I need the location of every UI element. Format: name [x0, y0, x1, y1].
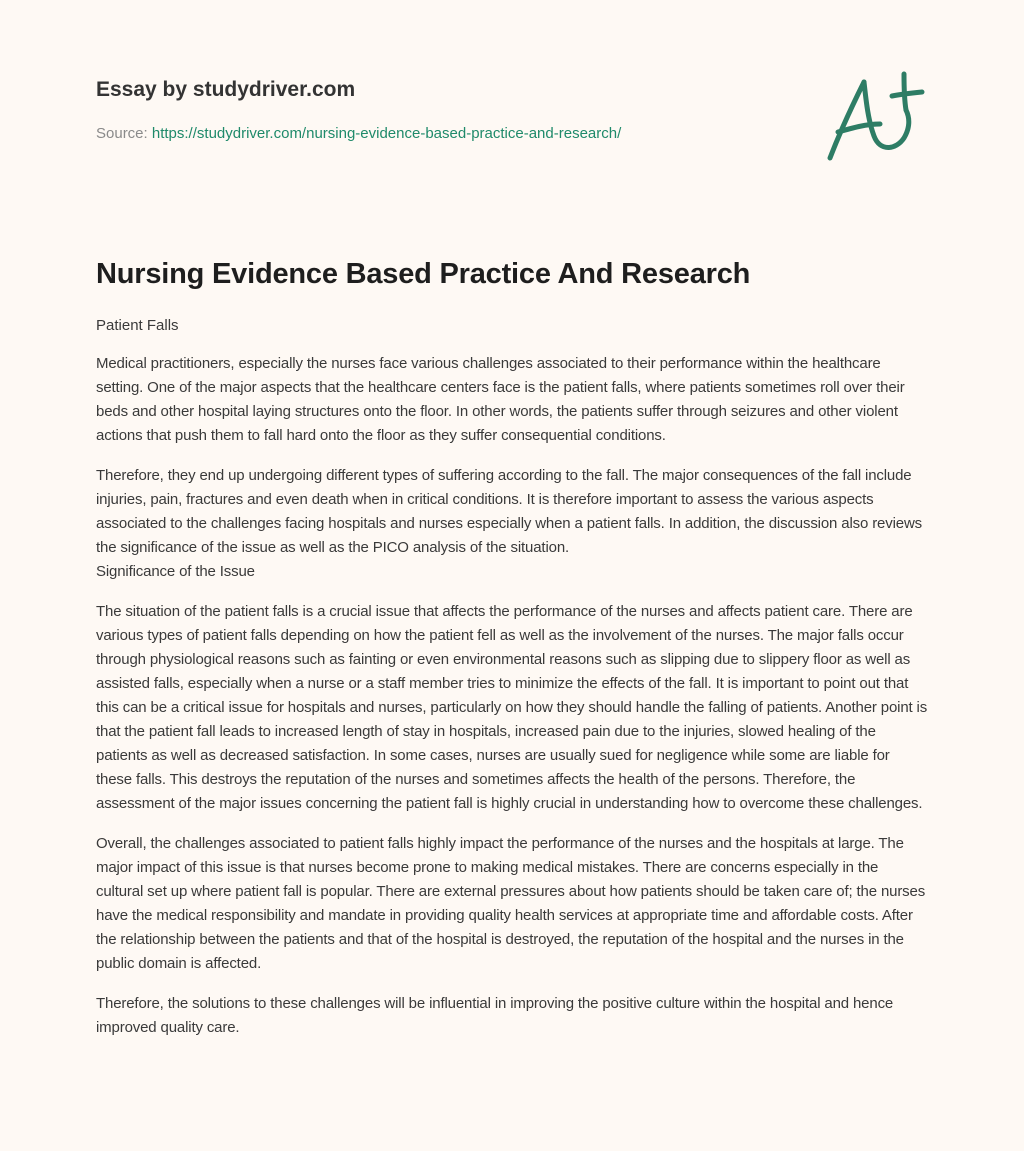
section-heading-significance: Significance of the Issue — [96, 563, 255, 580]
source-link[interactable]: https://studydriver.com/nursing-evidence-based-practice-and-research/ — [151, 125, 622, 142]
source-label: Source: — [96, 125, 148, 142]
paragraph-3: The situation of the patient falls is a crucial issue that affects the performance of the nurses and affects patient care. There are various types of patient falls depending on how the patient fell as well as the involvement of the nurses. The major falls occur through physiological reasons such as fainting or even environmental reasons such as slipping due to slippery floor as well as assisted falls, especially when a nurse or a staff member tries to minimize the effects of the fall. It is important to point out that this can be a critical issue for hospitals and nurses, particularly on how they should handle the falling of patients. Another point is that the patient fall leads to increased length of stay in hospitals, increased pain due to the injuries, slowed healing of the patients as well as decreased satisfaction. In some cases, nurses are usually sued for negligence while some are liable for these falls. This destroys the reputation of the nurses and sometimes affects the health of the persons. Therefore, the assessment of the major issues concerning the patient fall is highly crucial in understanding how to overcome these challenges. — [96, 603, 928, 812]
essay-content — [96, 252, 928, 1040]
source-line — [96, 124, 796, 144]
site-title: Essay by studydriver.com — [96, 78, 356, 101]
paragraph-2-block — [96, 464, 928, 584]
a-plus-grade-icon — [822, 66, 930, 166]
paragraph-1: Medical practitioners, especially the nurses face various challenges associated to their performance within the healthcare setting. One of the major aspects that the healthcare centers face is the patient falls, where patients sometimes roll over their beds and other hospital laying structures onto the floor. In other words, the patients suffer through seizures and other violent actions that push them to fall hard onto the floor as they suffer consequential conditions. — [96, 355, 905, 444]
essay-header — [96, 76, 796, 144]
paragraph-5: Therefore, the solutions to these challenges will be influential in improving the positive culture within the hospital and hence improved quality care. — [96, 995, 894, 1036]
paragraph-4: Overall, the challenges associated to patient falls highly impact the performance of the nurses and the hospitals at large. The major impact of this issue is that nurses become prone to making medical mistakes. There are concerns especially in the cultural set up where patient fall is popular. There are external pressures about how patients should be taken care of; the nurses have the medical responsibility and mandate in providing quality health services at appropriate time and affordable costs. After the relationship between the patients and that of the hospital is destroyed, the reputation of the hospital and the nurses in the public domain is affected. — [96, 835, 926, 972]
subheading-patient-falls: Patient Falls — [96, 317, 179, 334]
paragraph-2: Therefore, they end up undergoing different types of suffering according to the fall. The major consequences of the fall include injuries, pain, fractures and even death when in critical conditions. It is therefore important to assess the various aspects associated to the challenges facing hospitals and nurses especially when a patient falls. In addition, the discussion also reviews the significance of the issue as well as the PICO analysis of the situation. — [96, 467, 923, 556]
essay-title: Nursing Evidence Based Practice And Research — [96, 258, 751, 290]
